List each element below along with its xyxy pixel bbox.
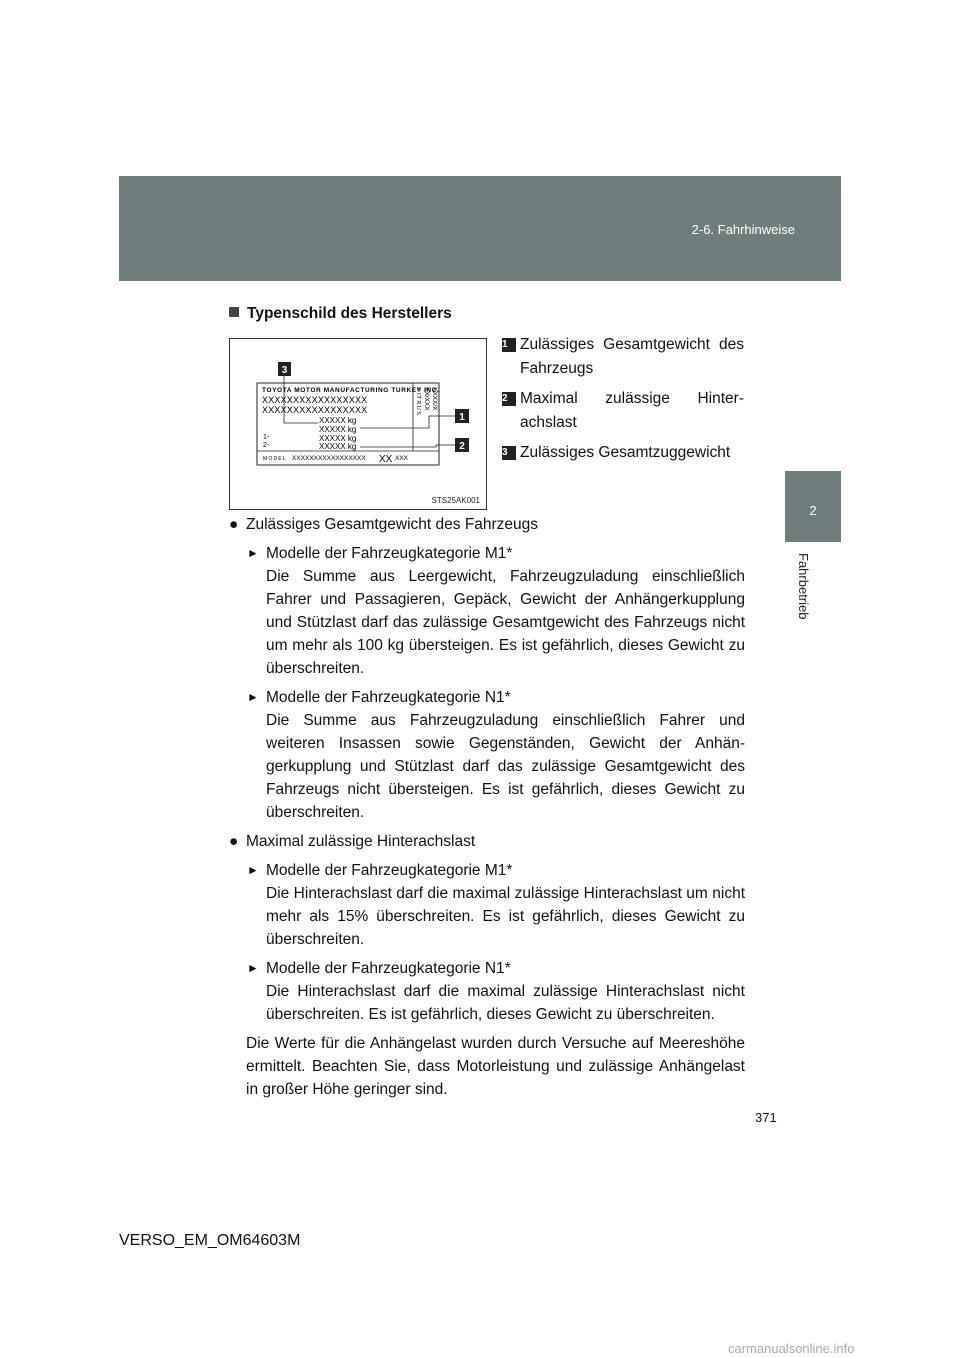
sub-text: Die Hinterachslast darf die maximal zulässige Hinterachslast nicht überschreiten. Es ist gefährlich, dieses Gewicht zu überschreiten. [266,983,745,1023]
sub-text: Die Hinterachslast darf die maximal zulässige Hinterachslast um nicht mehr als 15% überschreiten. Es ist gefährlich, dieses Gewicht zu überschreiten. [266,885,745,948]
plate-vertical-3: XXXX/X [431,387,438,411]
sub-heading: Modelle der Fahrzeugkategorie N1* [266,689,511,706]
manufacturer-label-figure [229,338,487,510]
figure-id: STS25AK001 [431,496,480,505]
footer-code: VERSO_EM_OM64603M [119,1232,301,1249]
sub-heading: Modelle der Fahrzeugkategorie M1* [266,545,513,562]
callout-item [502,387,744,435]
triangle-bullet-icon: ► [247,546,259,560]
callout-number-3: 3 [502,446,516,460]
header-band [119,176,841,281]
manufacturer-plate-illustration [230,339,486,509]
callout-number-2: 2 [502,392,516,406]
chapter-number: 2 [809,503,817,518]
callout-item [502,441,744,465]
callout-text-1: Zulässiges Gesamtgewicht des Fahrzeugs [520,336,744,377]
square-bullet-icon [229,307,239,317]
sub-heading: Modelle der Fahrzeugkategorie N1* [266,960,511,977]
round-bullet-icon: ● [229,516,239,533]
callout-legend [502,333,744,471]
sub-item [229,686,745,824]
bullet-gesamtgewicht [229,513,745,536]
plate-axle-1: 1- [263,434,270,441]
plate-maker: TOYOTA MOTOR MANUFACTURING TURKEY INC. [262,387,440,394]
plate-vertical-2: XX/XXX [423,387,430,411]
plate-vin-1: XXXXXXXXXXXXXXXXX [262,395,368,405]
plate-vin-2: XXXXXXXXXXXXXXXXX [262,405,368,415]
body-text [229,513,745,1101]
sub-heading: Modelle der Fahrzeugkategorie M1* [266,862,513,879]
plate-model-value: XXXXXXXXXXXXXXXXX [292,455,366,462]
closing-paragraph: Die Werte für die Anhängelast wurden durch Versuche auf Meereshöhe ermittelt. Beachten Sie, dass Motorleistung und zulässige Anhängelast in großer Höhe geringer sind. [246,1035,745,1098]
triangle-bullet-icon: ► [247,863,259,877]
callout-item [502,333,744,381]
plate-weight-3: XXXXX kg [319,434,357,443]
callout-number-1: 1 [502,338,516,352]
callout-3-label: 3 [281,365,288,376]
sub-item [229,957,745,1026]
callout-text-2: Maximal zulässige Hinterachslast [520,390,744,431]
sub-text: Die Summe aus Leergewicht, Fahrzeugzuladung einschließlich Fahrer und Passagieren, Gepäck, Gewicht der Anhängerkupplung und Stützlast darf das zulässige Gesamtgewicht des Fahrzeugs nicht um mehr als 100 kg übersteigen. Es ist gefährlich, dieses Gewicht zu überschreiten. [266,568,745,677]
bullet-title: Zulässiges Gesamtgewicht des Fahrzeugs [246,516,539,533]
sub-text: Die Summe aus Fahrzeugzuladung einschließlich Fahrer und weiteren Insassen sowie Gegenständen, Gewicht der Anhängerkupplung und Stützlast darf das zulässige Gesamtgewicht des Fahrzeugs nicht übersteigen. Es ist gefährlich, dieses Gewicht zu überschreiten. [266,712,745,821]
bullet-hinterachslast [229,830,745,853]
plate-model-suffix: XXX [395,455,409,462]
plate-model-suffix-big: XX [379,454,393,465]
plate-weight-2: XXXXX kg [319,425,357,434]
plate-weight-4: XXXXX kg [319,442,357,451]
callout-text-3: Zulässiges Gesamtzuggewicht [520,444,731,461]
section-title: 2-6. Fahrhinweise [691,222,795,237]
chapter-tab [785,471,841,542]
callout-2-label: 2 [459,441,465,452]
section-heading-text: Typenschild des Herstellers [247,305,452,322]
callout-1-label: 1 [459,412,465,423]
plate-axle-2: 2- [263,442,270,449]
sub-item [229,859,745,951]
plate-model-label: MODEL [263,456,287,462]
section-heading [229,305,452,323]
chapter-label-container [781,553,841,643]
triangle-bullet-icon: ► [247,961,259,975]
sub-item [229,542,745,680]
plate-weight-1: XXXXX kg [319,416,357,425]
round-bullet-icon: ● [229,833,239,850]
bullet-title: Maximal zulässige Hinterachslast [246,833,476,850]
chapter-label: Fahrbetrieb [796,553,811,620]
triangle-bullet-icon: ► [247,690,259,704]
plate-vertical-1: CITRUS [415,387,421,417]
page-number: 371 [755,1110,777,1125]
watermark: carmanualsonline.info [728,1341,855,1356]
